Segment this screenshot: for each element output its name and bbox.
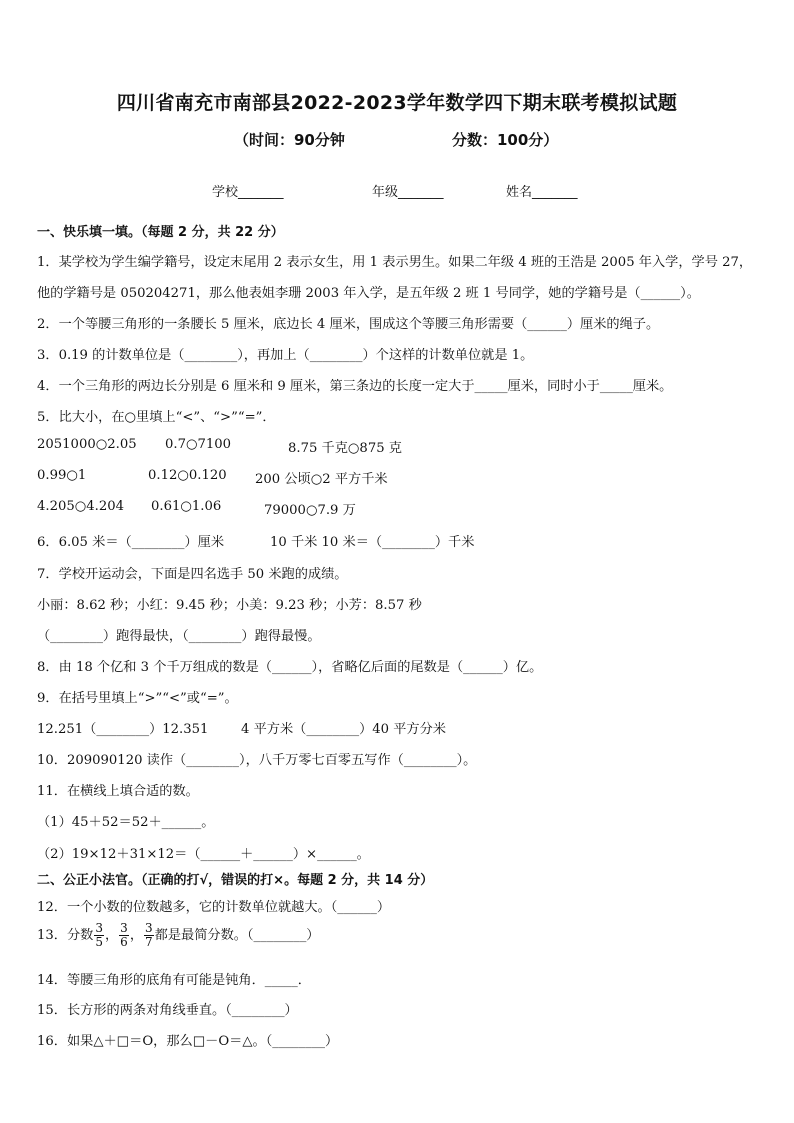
grade-field: 年级_______ xyxy=(372,185,444,200)
q5-row-1-item-1: 2051000○2.05 xyxy=(37,437,137,452)
question-6-part-1: 6．6.05 米＝（________）厘米 xyxy=(37,535,225,550)
q5-row-2-item-3: 200 公顷○2 平方千米 xyxy=(255,472,388,487)
q5-row-3-item-3: 79000○7.9 万 xyxy=(264,503,356,518)
question-8: 8．由 18 个亿和 3 个千万组成的数是（______），省略亿后面的尾数是（______）亿。 xyxy=(37,660,543,675)
question-11-part-1: （1）45＋52＝52＋______。 xyxy=(37,815,215,830)
q5-row-1-item-2: 0.7○7100 xyxy=(165,437,232,452)
question-4: 4．一个三角形的两边长分别是 6 厘米和 9 厘米，第三条边的长度一定大于_____厘米，同时小于_____厘米。 xyxy=(37,379,673,394)
question-9-item-2: 4 平方米（________）40 平方分米 xyxy=(241,722,446,737)
question-7-answer: （________）跑得最快，（________）跑得最慢。 xyxy=(37,629,321,644)
question-13-suffix: 都是最简分数。（________） xyxy=(154,928,320,943)
section-2-heading: 二、公正小法官。（正确的打√，错误的打×。每题 2 分，共 14 分） xyxy=(37,873,434,888)
question-10: 10．209090120 读作（________），八千万零七百零五写作（________）。 xyxy=(37,753,477,768)
question-11: 11．在横线上填合适的数。 xyxy=(37,784,199,799)
question-11-part-2: （2）19×12＋31×12＝（______＋______）×______。 xyxy=(37,847,370,862)
fraction-2-numerator: 3 xyxy=(120,921,128,935)
question-2: 2．一个等腰三角形的一条腰长 5 厘米，底边长 4 厘米，围成这个等腰三角形需要（______）厘米的绳子。 xyxy=(37,317,660,332)
q5-row-2-item-2: 0.12○0.120 xyxy=(148,468,227,483)
fraction-1-numerator: 3 xyxy=(95,921,103,935)
question-13-prefix: 13．分数 xyxy=(37,928,94,943)
name-field: 姓名_______ xyxy=(506,185,578,200)
q5-row-1-item-3: 8.75 千克○875 克 xyxy=(288,441,402,456)
question-3: 3．0.19 的计数单位是（________），再加上（________）个这样的计数单位就是 1。 xyxy=(37,348,534,363)
question-9-item-1: 12.251（________）12.351 xyxy=(37,722,209,737)
question-7-results: 小丽：8.62 秒；小红：9.45 秒；小美：9.23 秒；小芳：8.57 秒 xyxy=(37,598,422,613)
question-13 xyxy=(37,922,319,949)
question-6-part-2: 10 千米 10 米＝（________）千米 xyxy=(270,535,475,550)
exam-time: （时间：90分钟 xyxy=(234,131,345,149)
fraction-separator-1: ， xyxy=(104,928,119,943)
q5-row-2-item-1: 0.99○1 xyxy=(37,468,87,483)
fraction-separator-2: ， xyxy=(129,928,143,943)
question-16: 16．如果△＋□＝O，那么□－O＝△。（________） xyxy=(37,1034,339,1049)
fraction-2-denominator: 6 xyxy=(120,935,128,949)
exam-score: 分数：100分） xyxy=(452,131,559,149)
q5-row-3-item-1: 4.205○4.204 xyxy=(37,499,125,514)
question-15: 15．长方形的两条对角线垂直。（________） xyxy=(37,1003,298,1018)
question-5: 5．比大小，在○里填上“<”、“>”“=”． xyxy=(37,410,276,425)
page-title: 四川省南充市南部县2022-2023学年数学四下期末联考模拟试题 xyxy=(116,92,678,114)
fraction-3-denominator: 7 xyxy=(145,935,153,949)
question-12: 12．一个小数的位数越多，它的计数单位就越大。（______） xyxy=(37,900,391,915)
question-14: 14．等腰三角形的底角有可能是钝角．_____． xyxy=(37,973,311,988)
fraction-2 xyxy=(119,922,129,949)
fraction-3-numerator: 3 xyxy=(145,921,153,935)
fraction-1 xyxy=(94,922,104,949)
section-1-heading: 一、快乐填一填。（每题 2 分，共 22 分） xyxy=(37,225,284,240)
fraction-3 xyxy=(144,922,154,949)
question-1-line-2: 他的学籍号是 050204271，那么他表姐李珊 2003 年入学，是五年级 2 班 1 号同学，她的学籍号是（______）。 xyxy=(37,286,700,301)
school-field: 学校_______ xyxy=(212,185,284,200)
question-9: 9．在括号里填上“>”“<”或“=”。 xyxy=(37,691,238,706)
fraction-1-denominator: 5 xyxy=(95,935,103,949)
question-7: 7．学校开运动会，下面是四名选手 50 米跑的成绩。 xyxy=(37,567,348,582)
question-1-line-1: 1．某学校为学生编学籍号，设定末尾用 2 表示女生，用 1 表示男生。如果二年级 4 班的王浩是 2005 年入学，学号 27， xyxy=(37,255,753,270)
q5-row-3-item-2: 0.61○1.06 xyxy=(151,499,222,514)
